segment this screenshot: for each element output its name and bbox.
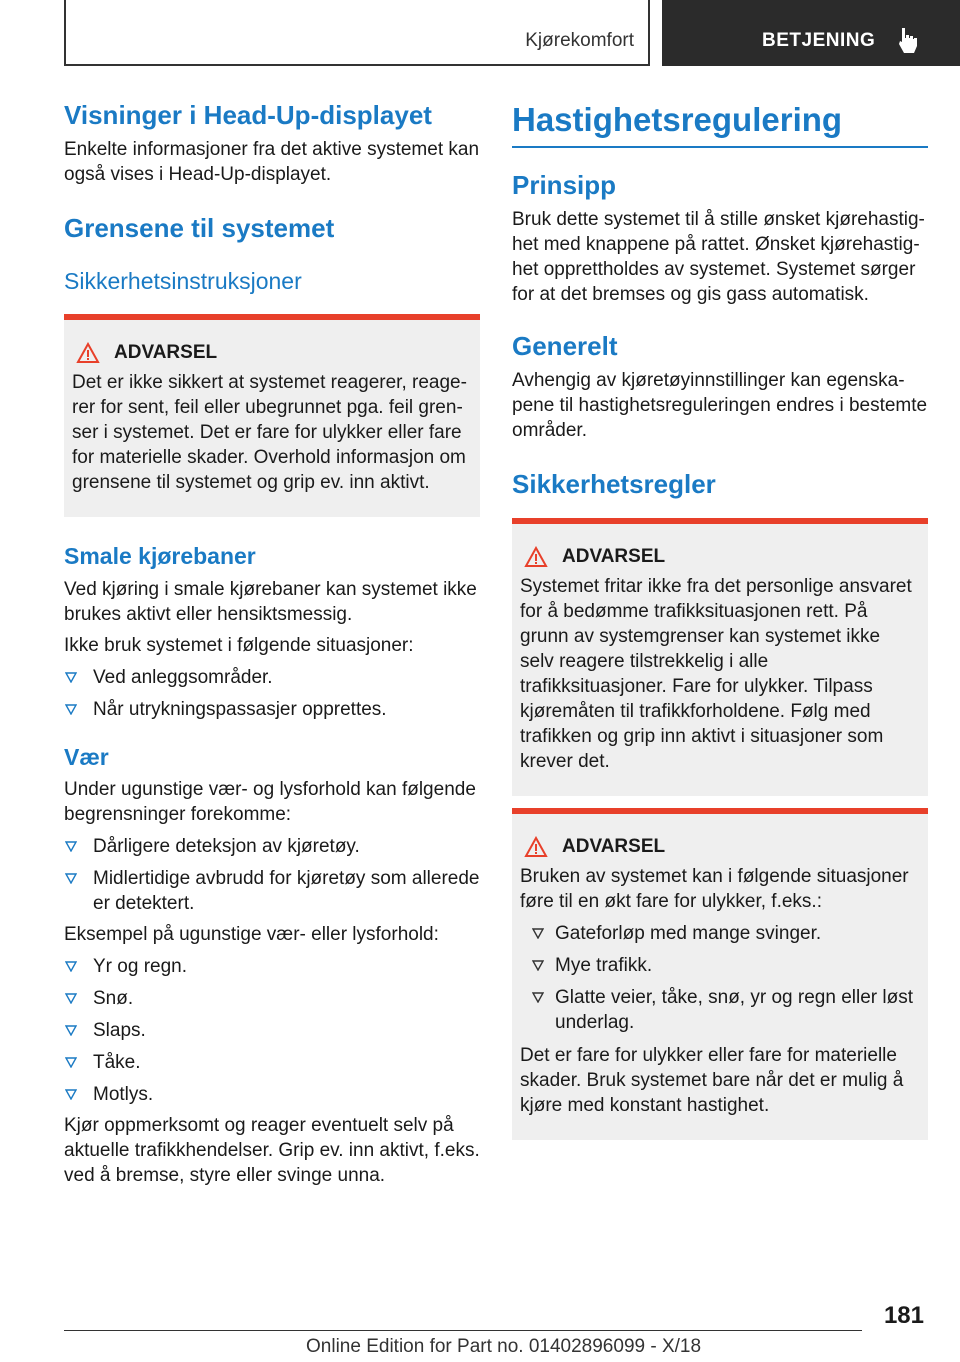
weather-text: Under ugunstige vær- og lysforhold kan følgende begrensninger forekomme: xyxy=(64,779,476,826)
narrow-lanes-heading: Smale kjørebaner xyxy=(64,542,256,569)
bullet-triangle-icon xyxy=(65,672,77,683)
list-item: Slaps. xyxy=(64,1018,480,1043)
list-item: Når utrykningspassasjer opprettes. xyxy=(64,697,480,722)
footer-divider xyxy=(64,1330,862,1331)
list-item: Midlertidige avbrudd for kjøretøy som allerede er detektert. xyxy=(64,866,480,916)
bullet-triangle-icon xyxy=(532,992,544,1003)
left-column xyxy=(64,100,480,1188)
warning-label: ADVARSEL xyxy=(562,546,666,568)
bullet-triangle-icon xyxy=(65,873,77,884)
bullet-triangle-icon xyxy=(65,993,77,1004)
footer-edition-text: Online Edition for Part no. 01402896099 - X/18 xyxy=(306,1336,702,1357)
header-chapter-label: BETJENING xyxy=(762,30,876,51)
header-chapter-tab xyxy=(662,0,960,66)
warning-situations-list xyxy=(520,921,918,1035)
warning-box-responsibility xyxy=(512,518,928,796)
list-item: Snø. xyxy=(64,986,480,1011)
warning-text: Det er ikke sikkert at systemet reagerer, reagerer for sent, feil eller ubegrunnet pga. feil grenser i systemet. Det er fare for ulykker eller fare for materielle skader. Overhold informasjon om grensene til systemet og grip ev. inn aktivt. xyxy=(72,371,467,493)
warning-box-limits xyxy=(64,314,480,517)
header-section-box xyxy=(64,0,650,66)
list-item: Tåke. xyxy=(64,1050,480,1075)
bullet-triangle-icon xyxy=(65,961,77,972)
warning-triangle-icon xyxy=(76,342,100,364)
general-text: Avhengig av kjøretøyinnstillinger kan egenskapene til hastighetsreguleringen endres i bestemte områder. xyxy=(512,369,928,441)
bullet-triangle-icon xyxy=(65,841,77,852)
safety-instructions-heading: Sikkerhetsinstruksjoner xyxy=(64,268,302,295)
principle-text: Bruk dette systemet til å stille ønsket kjørehastighet med knappene på rattet. Ønsket kjørehastighet opprettholdes av systemet. Systemet sørger for at det bremses og gis gass automatisk. xyxy=(512,208,925,305)
weather-heading: Vær xyxy=(64,743,109,770)
warning-box-situations xyxy=(512,808,928,1140)
header-section-title: Kjørekomfort xyxy=(525,30,634,51)
warning-label: ADVARSEL xyxy=(562,836,666,858)
list-item: Gateforløp med mange svinger. xyxy=(520,921,918,946)
narrow-lanes-intro: Ikke bruk systemet i følgende situasjoner: xyxy=(64,634,414,656)
pointing-hand-icon xyxy=(896,26,920,54)
weather-list xyxy=(64,834,480,916)
weather-example-list xyxy=(64,954,480,1107)
safety-rules-heading: Sikkerhetsregler xyxy=(512,468,716,499)
page-number: 181 xyxy=(883,1302,924,1329)
list-item: Dårligere deteksjon av kjøretøy. xyxy=(64,834,480,859)
general-heading: Generelt xyxy=(512,330,618,361)
bullet-triangle-icon xyxy=(65,1057,77,1068)
warning-text: Bruken av systemet kan i følgende situasjoner føre til en økt fare for ulykker, f.eks.: xyxy=(520,866,909,913)
list-item: Ved anleggsområder. xyxy=(64,665,480,690)
system-limits-heading: Grensene til systemet xyxy=(64,213,335,244)
principle-heading: Prinsipp xyxy=(512,169,617,200)
page-header xyxy=(0,0,960,66)
list-item: Yr og regn. xyxy=(64,954,480,979)
bullet-triangle-icon xyxy=(65,1025,77,1036)
hud-display-text: Enkelte informasjoner fra det aktive systemet kan også vises i Head-Up-displayet. xyxy=(64,139,480,186)
warning-triangle-icon xyxy=(524,546,548,568)
bullet-triangle-icon xyxy=(65,704,77,715)
right-column xyxy=(512,100,928,1140)
bullet-triangle-icon xyxy=(65,1089,77,1100)
warning-triangle-icon xyxy=(524,836,548,858)
list-item: Glatte veier, tåke, snø, yr og regn eller løst underlag. xyxy=(520,985,918,1035)
bullet-triangle-icon xyxy=(532,928,544,939)
warning-closing-text: Det er fare for ulykker eller fare for materielle skader. Bruk systemet bare når det er mulig å kjøre med konstant hastighet. xyxy=(520,1045,904,1117)
hud-display-heading: Visninger i Head-Up-displayet xyxy=(64,100,432,130)
warning-label: ADVARSEL xyxy=(114,341,218,363)
weather-example-intro: Eksempel på ugunstige vær- eller lysforhold: xyxy=(64,924,439,946)
list-item: Motlys. xyxy=(64,1082,480,1107)
narrow-lanes-list xyxy=(64,665,480,722)
narrow-lanes-text: Ved kjøring i smale kjørebaner kan systemet ikke brukes aktivt eller hensiktsmessig. xyxy=(64,578,477,625)
warning-text: Systemet fritar ikke fra det personlige ansvaret for å bedømme trafikksituasjonen rett. På grunn av systemgrenser kan systemet ikke selv reagere tilstrekkelig i alle trafikksituasjoner. Fare for ulykker. Tilpass kjøremåten til trafikkforholdene. Følg med trafikken og grip inn aktivt i situasjoner som krever det. xyxy=(520,576,912,773)
list-item: Mye trafikk. xyxy=(520,953,918,978)
bullet-triangle-icon xyxy=(532,960,544,971)
closing-text: Kjør oppmerksomt og reager eventuelt selv på aktuelle trafikkhendelser. Grip ev. inn aktivt, f.eks. ved å bremse, styre eller svinge unna. xyxy=(64,1115,480,1187)
cruise-control-heading: Hastighetsregulering xyxy=(512,100,928,148)
